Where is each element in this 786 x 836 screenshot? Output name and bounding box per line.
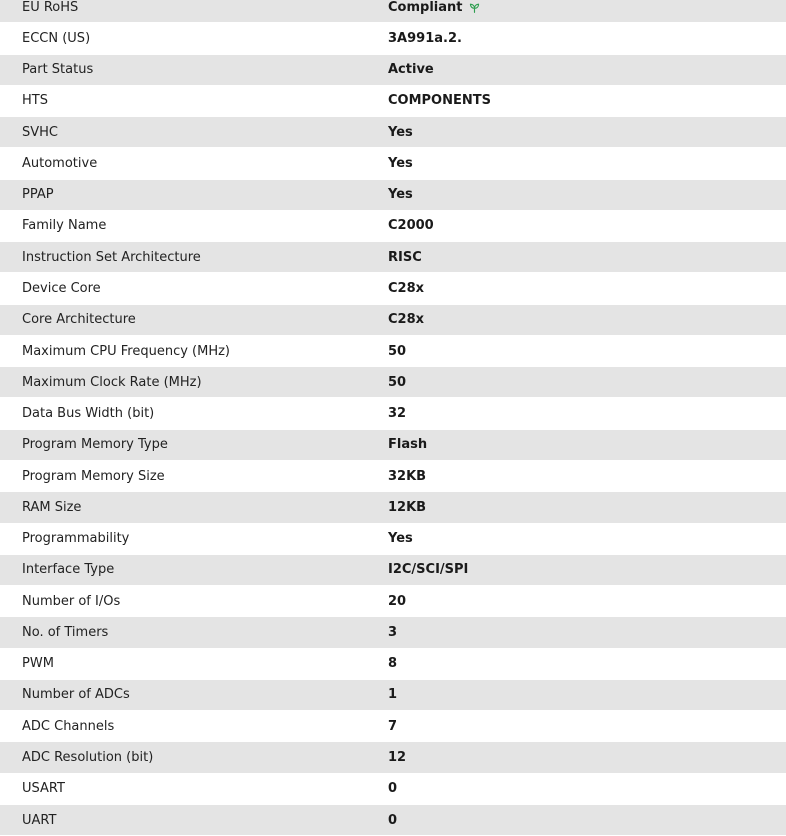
spec-label: HTS (22, 93, 48, 109)
spec-value: Active (388, 62, 434, 78)
spec-row-data-bus-width (0, 398, 786, 429)
spec-value: 0 (388, 781, 398, 797)
spec-row-part-status (0, 55, 786, 86)
spec-label: No. of Timers (22, 624, 109, 640)
spec-label: SVHC (22, 124, 58, 140)
spec-value: 20 (388, 593, 407, 609)
spec-label: Data Bus Width (bit) (22, 406, 155, 422)
spec-row-automotive (0, 148, 786, 179)
spec-value: Yes (388, 155, 413, 171)
spec-label: Core Architecture (22, 312, 136, 328)
spec-row-hts (0, 86, 786, 117)
spec-label: EU RoHS (22, 0, 79, 15)
spec-label: Number of ADCs (22, 687, 130, 703)
spec-value: COMPONENTS (388, 93, 491, 109)
spec-value: 3 (388, 624, 398, 640)
spec-value: C2000 (388, 218, 434, 234)
spec-value: Flash (388, 437, 428, 453)
spec-value-text: Compliant (388, 0, 463, 15)
spec-row-adc-channels (0, 711, 786, 742)
spec-row-number-of-adcs (0, 680, 786, 711)
spec-label: Automotive (22, 155, 98, 171)
spec-row-isa (0, 242, 786, 273)
spec-row-adc-resolution (0, 742, 786, 773)
spec-row-programmability (0, 524, 786, 555)
spec-label: Instruction Set Architecture (22, 249, 201, 265)
spec-value: 1 (388, 687, 398, 703)
spec-label: ADC Channels (22, 718, 115, 734)
spec-label: Part Status (22, 62, 94, 78)
spec-row-max-clock-rate (0, 367, 786, 398)
spec-value: 50 (388, 343, 407, 359)
spec-label: USART (22, 781, 65, 797)
spec-value: C28x (388, 281, 425, 297)
leaf-icon (468, 1, 481, 14)
spec-row-program-memory-type (0, 430, 786, 461)
spec-row-device-core (0, 273, 786, 304)
spec-row-ppap (0, 180, 786, 211)
spec-label: Maximum Clock Rate (MHz) (22, 374, 202, 390)
spec-row-family-name (0, 211, 786, 242)
spec-label: Number of I/Os (22, 593, 121, 609)
spec-label: Device Core (22, 281, 101, 297)
spec-label: ECCN (US) (22, 30, 91, 46)
spec-label: Programmability (22, 531, 130, 547)
spec-label: PPAP (22, 187, 54, 203)
spec-row-usart (0, 774, 786, 805)
spec-label: Interface Type (22, 562, 115, 578)
spec-value: Yes (388, 531, 413, 547)
spec-label: PWM (22, 656, 54, 672)
spec-label: UART (22, 812, 57, 828)
spec-value: 12KB (388, 499, 427, 515)
spec-row-interface-type (0, 555, 786, 586)
spec-row-number-of-ios (0, 586, 786, 617)
spec-value: 32KB (388, 468, 427, 484)
spec-row-core-architecture (0, 305, 786, 336)
spec-value: 32 (388, 406, 407, 422)
spec-value: 8 (388, 656, 398, 672)
spec-label: RAM Size (22, 499, 82, 515)
spec-label: Maximum CPU Frequency (MHz) (22, 343, 230, 359)
spec-value: C28x (388, 312, 425, 328)
spec-value (388, 0, 481, 15)
spec-row-program-memory-size (0, 461, 786, 492)
spec-row-eu-rohs (0, 0, 786, 23)
spec-row-ram-size (0, 492, 786, 523)
spec-value: Yes (388, 187, 413, 203)
spec-value: 12 (388, 750, 407, 765)
spec-row-no-of-timers (0, 617, 786, 648)
spec-value: Yes (388, 124, 413, 140)
spec-label: ADC Resolution (bit) (22, 750, 154, 765)
spec-row-svhc (0, 117, 786, 148)
spec-row-uart (0, 805, 786, 836)
spec-row-pwm (0, 649, 786, 680)
spec-value: 3A991a.2. (388, 30, 462, 46)
spec-value: 7 (388, 718, 398, 734)
spec-label: Family Name (22, 218, 107, 234)
spec-row-max-cpu-frequency (0, 336, 786, 367)
spec-value: I2C/SCI/SPI (388, 562, 469, 578)
spec-value: 50 (388, 374, 407, 390)
spec-row-eccn (0, 23, 786, 54)
spec-label: Program Memory Size (22, 468, 165, 484)
spec-label: Program Memory Type (22, 437, 168, 453)
spec-value: RISC (388, 249, 422, 265)
spec-value: 0 (388, 812, 398, 828)
